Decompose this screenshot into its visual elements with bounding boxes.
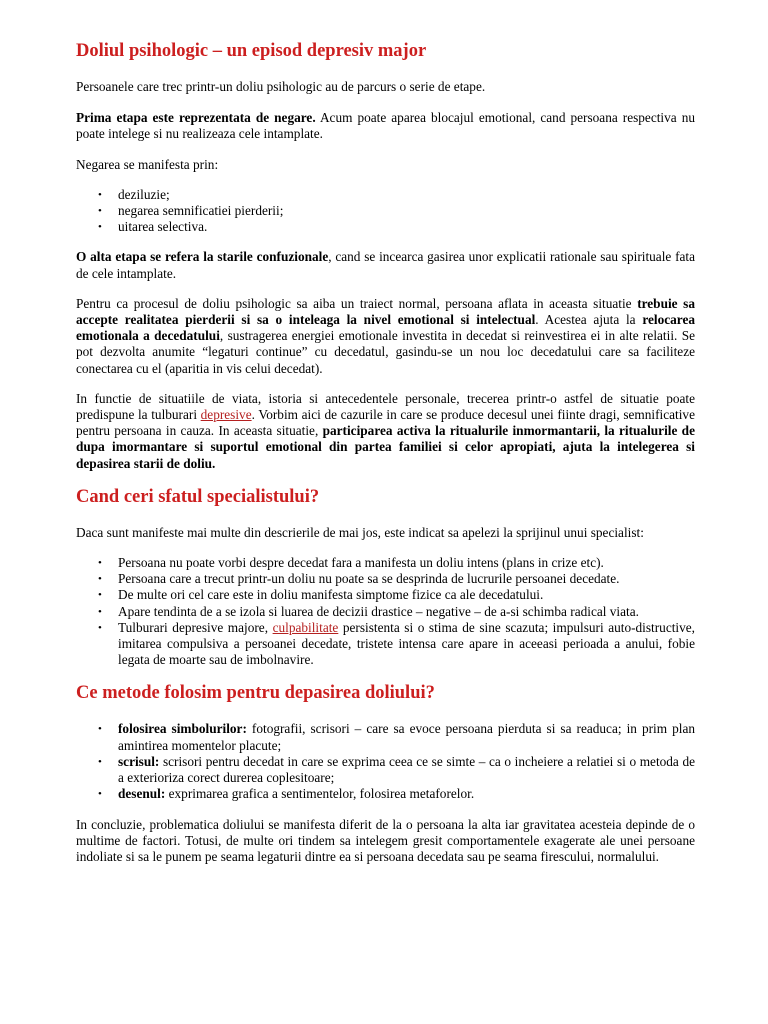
depresive-link[interactable]: depresive [200, 407, 252, 423]
list-item: • scrisul: scrisori pentru decedat in care se exprima ceea ce se simte – ca o incheiere a relatiei si o metoda de a exterioriza corect durerea coplesitoare; [98, 753, 695, 786]
page-title: Doliul psihologic – un episod depresiv major [76, 41, 427, 61]
bullet-icon: • [98, 605, 102, 618]
bullet-icon: • [98, 755, 102, 768]
list-item: • negarea semnificatiei pierderii; [98, 203, 284, 219]
list-item: • folosirea simbolurilor: fotografii, scrisori – care sa evoce persoana pierduta si sa readuca; in prim plan amintirea momentelor placute; [98, 721, 695, 753]
list-item: • Persoana nu poate vorbi despre decedat fara a manifesta un doliu intens (plans in crize etc). [98, 555, 604, 571]
stage1-text: Acum poate aparea blocajul emotional, cand persoana respectiva nu poate intelege si nu realizeaza cele intamplate. [76, 110, 695, 142]
list-item: • Persoana care a trecut printr-un doliu nu poate sa se desprinda de lucrurile persoanei decedate. [98, 571, 620, 587]
list-item: • desenul: exprimarea grafica a sentimentelor, folosirea metaforelor. [98, 786, 475, 802]
bullet-icon: • [98, 723, 102, 736]
list-item: • Tulburari depresive majore, culpabilitate persistenta si o stima de sine scazuta; impulsuri auto-distructive, imitarea compulsiva a persoanei decedate, tristete intensa care apare in aceeasi perioada a anului, fobie legata de moarte sau de imbolnavire. [98, 619, 695, 668]
denial-intro: Negarea se manifesta prin: [76, 156, 219, 172]
list-item: • deziluzie; [98, 186, 170, 202]
bullet-icon: • [98, 221, 102, 234]
methods-heading: Ce metode folosim pentru depasirea doliului? [76, 683, 435, 704]
bullet-icon: • [98, 788, 102, 801]
methods-list [76, 721, 695, 802]
intro-paragraph: Persoanele care trec printr-un doliu psihologic au de parcurs o serie de etape. [76, 79, 486, 94]
stage1-bold: Prima etapa este reprezentata de negare. [76, 110, 316, 126]
denial-list [76, 187, 695, 236]
list-item: • De multe ori cel care este in doliu manifesta simptome fizice ca ale decedatului. [98, 587, 544, 603]
bullet-icon: • [98, 188, 102, 201]
specialist-intro: Daca sunt manifeste mai multe din descrierile de mai jos, este indicat sa apelezi la sprijinul unui specialist: [76, 524, 644, 540]
bullet-icon: • [98, 557, 102, 570]
normal-process-paragraph: Pentru ca procesul de doliu psihologic sa aiba un traiect normal, persoana aflata in aceasta situatie trebuie sa accepte realitatea pierderii si sa o inteleaga la nivel emotional si intelectual. Acestea ajuta la relocarea emotionala a decedatului, sustragerea energiei emotionale investita in decedat si reinvestirea ei in alte relatii. Se pot dezvolta anumite “legaturi continue” cu decedatul, gasindu-se un nou loc decedatului care sa faciliteze conectarea cu el (aparitia in vis celui decedat). [76, 295, 695, 376]
stage2-paragraph [76, 249, 695, 281]
stage2-bold: O alta etapa se refera la starile confuzionale [76, 249, 329, 265]
culpabilitate-link[interactable]: culpabilitate [272, 619, 339, 635]
bullet-icon: • [98, 589, 102, 602]
bullet-icon: • [98, 205, 102, 218]
bullet-icon: • [98, 621, 102, 634]
context-paragraph: In functie de situatiile de viata, istoria si antecedentele personale, trecerea printr-o astfel de situatie poate predispune la tulburari depresive. Vorbim aici de cazurile in care se produce decesul unei fiinte dragi, semnificative pentru persoana in cauza. In aceasta situatie, participarea activa la ritualurile inmormantarii, la ritualurile de dupa imormantare si suportul emotional din partea familiei si celor apropiati, ajuta la intelegerea si depasirea starii de doliu. [76, 390, 695, 471]
bullet-icon: • [98, 573, 102, 586]
stage2-text: , cand se incearca gasirea unor explicatii rationale sau spirituale fata de cele intamplate. [76, 249, 695, 281]
specialist-list [76, 555, 695, 668]
list-item: • Apare tendinta de a se izola si luarea de decizii drastice – negative – de a-si schimba radical viata. [98, 603, 639, 619]
stage1-paragraph [76, 110, 695, 142]
specialist-heading: Cand ceri sfatul specialistului? [76, 486, 320, 507]
list-item: • uitarea selectiva. [98, 219, 208, 235]
conclusion-paragraph: In concluzie, problematica doliului se manifesta diferit de la o persoana la alta iar gravitatea acesteia depinde de o multime de factori. Totusi, de multe ori tindem sa intelegem gresit comportamentele exagerate ale unei persoane indoliate si sa le punem pe seama legaturii dintre ea si persoana decedata sau pe seama firescului, normalului. [76, 816, 695, 864]
